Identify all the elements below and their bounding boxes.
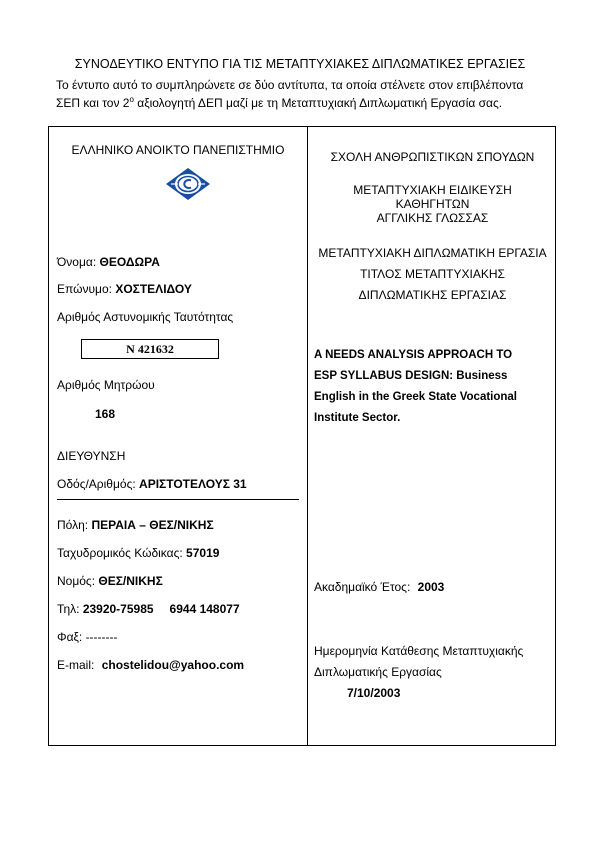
address-underline bbox=[57, 499, 299, 500]
fax-label: Φαξ: bbox=[57, 630, 83, 644]
academic-year-row bbox=[314, 580, 444, 594]
city-label: Πόλη: bbox=[57, 518, 89, 532]
thesis-title-heading-1: ΤΙΤΛΟΣ ΜΕΤΑΠΤΥΧΙΑΚΗΣ bbox=[360, 267, 505, 281]
phone-row bbox=[57, 602, 240, 616]
thesis-title bbox=[314, 345, 554, 429]
fax-value: -------- bbox=[85, 630, 118, 644]
street-label: Οδός/Αριθμός: bbox=[57, 477, 136, 491]
submission-label-line-1: Ημερομηνία Κατάθεσης Μεταπτυχιακής bbox=[314, 644, 524, 658]
street-row bbox=[57, 477, 247, 491]
document-title: ΣΥΝΟΔΕΥΤΙΚΟ ΕΝΤΥΠΟ ΓΙΑ ΤΙΣ ΜΕΤΑΠΤΥΧΙΑΚΕΣ ΔΙΠΛΩΜΑΤΙΚΕΣ ΕΡΓΑΣΙΕΣ bbox=[74, 57, 526, 71]
thesis-title-line-4: Institute Sector. bbox=[314, 412, 401, 424]
intro-line-2 bbox=[56, 95, 502, 110]
phone-value-2: 6944 148077 bbox=[169, 602, 240, 616]
surname-value: ΧΟΣΤΕΛΙΔΟΥ bbox=[115, 282, 192, 296]
thesis-title-line-3: English in the Greek State Vocational bbox=[314, 391, 518, 403]
thesis-title-heading-2: ΔΙΠΛΩΜΑΤΙΚΗΣ ΕΡΓΑΣΙΑΣ bbox=[358, 288, 507, 302]
fax-row bbox=[57, 630, 118, 644]
surname-label: Επώνυμο: bbox=[57, 282, 112, 296]
thesis-title-line-1: A NEEDS ANALYSIS APPROACH TO bbox=[314, 349, 513, 361]
id-card-label: Αριθμός Αστυνομικής Ταυτότητας bbox=[57, 310, 234, 324]
academic-year-label: Ακαδημαϊκό Έτος: bbox=[314, 580, 411, 594]
form-table bbox=[48, 126, 556, 746]
phone-label: Τηλ: bbox=[57, 602, 80, 616]
city-value: ΠΕΡΑΙΑ – ΘΕΣ/ΝΙΚΗΣ bbox=[91, 518, 214, 532]
intro-superscript: ο bbox=[129, 95, 134, 104]
street-value: ΑΡΙΣΤΟΤΕΛΟΥΣ 31 bbox=[139, 477, 247, 491]
postal-value: 57019 bbox=[186, 546, 220, 560]
email-label: E-mail: bbox=[57, 658, 95, 672]
first-name-value: ΘΕΟΔΩΡΑ bbox=[99, 255, 160, 269]
thesis-title-line-2: ESP SYLLABUS DESIGN: Business bbox=[314, 370, 508, 382]
email-value: chostelidou@yahoo.com bbox=[101, 658, 245, 672]
postal-row bbox=[57, 546, 219, 560]
id-card-number-box: Ν 421632 bbox=[81, 339, 219, 359]
first-name-label: Όνομα: bbox=[57, 255, 97, 269]
thesis-heading: ΜΕΤΑΠΤΥΧΙΑΚΗ ΔΙΠΛΩΜΑΤΙΚΗ ΕΡΓΑΣΙΑ bbox=[318, 246, 547, 260]
address-heading: ΔΙΕΥΘΥΝΣΗ bbox=[57, 449, 126, 463]
academic-year-value: 2003 bbox=[417, 580, 445, 594]
first-name-row bbox=[57, 255, 160, 269]
phone-value-1: 23920-75985 bbox=[82, 602, 154, 616]
specialization-line-1: ΜΕΤΑΠΤΥΧΙΑΚΗ ΕΙΔΙΚΕΥΣΗ bbox=[353, 183, 512, 197]
registration-value: 168 bbox=[95, 407, 116, 421]
surname-row bbox=[57, 282, 192, 296]
prefecture-label: Νομός: bbox=[57, 574, 96, 588]
university-name: ΕΛΛΗΝΙΚΟ ΑΝΟΙΚΤΟ ΠΑΝΕΠΙΣΤΗΜΙΟ bbox=[71, 143, 285, 157]
school-name: ΣΧΟΛΗ ΑΝΘΡΩΠΙΣΤΙΚΩΝ ΣΠΟΥΔΩΝ bbox=[330, 150, 535, 164]
submission-date: 7/10/2003 bbox=[347, 686, 401, 700]
intro-line-2-start: ΣΕΠ και τον 2 bbox=[56, 96, 130, 110]
specialization-line-2: ΚΑΘΗΓΗΤΩΝ bbox=[395, 197, 470, 211]
intro-line-1: Το έντυπο αυτό το συμπληρώνετε σε δύο αντίτυπα, τα οποία στέλνετε στον επιβλέποντα bbox=[56, 78, 524, 92]
email-row bbox=[57, 658, 244, 672]
prefecture-row bbox=[57, 574, 163, 588]
prefecture-value: ΘΕΣ/ΝΙΚΗΣ bbox=[98, 574, 163, 588]
university-logo-icon bbox=[165, 167, 211, 201]
postal-label: Ταχυδρομικός Κώδικας: bbox=[57, 546, 183, 560]
intro-line-2-end: αξιολογητή ΔΕΠ μαζί με τη Μεταπτυχιακή Διπλωματική Εργασία σας. bbox=[133, 96, 503, 110]
specialization-line-3: ΑΓΓΛΙΚΗΣ ΓΛΩΣΣΑΣ bbox=[376, 211, 489, 225]
city-row bbox=[57, 518, 214, 532]
registration-label: Αριθμός Μητρώου bbox=[57, 378, 155, 392]
submission-label-line-2: Διπλωματικής Εργασίας bbox=[314, 665, 442, 679]
